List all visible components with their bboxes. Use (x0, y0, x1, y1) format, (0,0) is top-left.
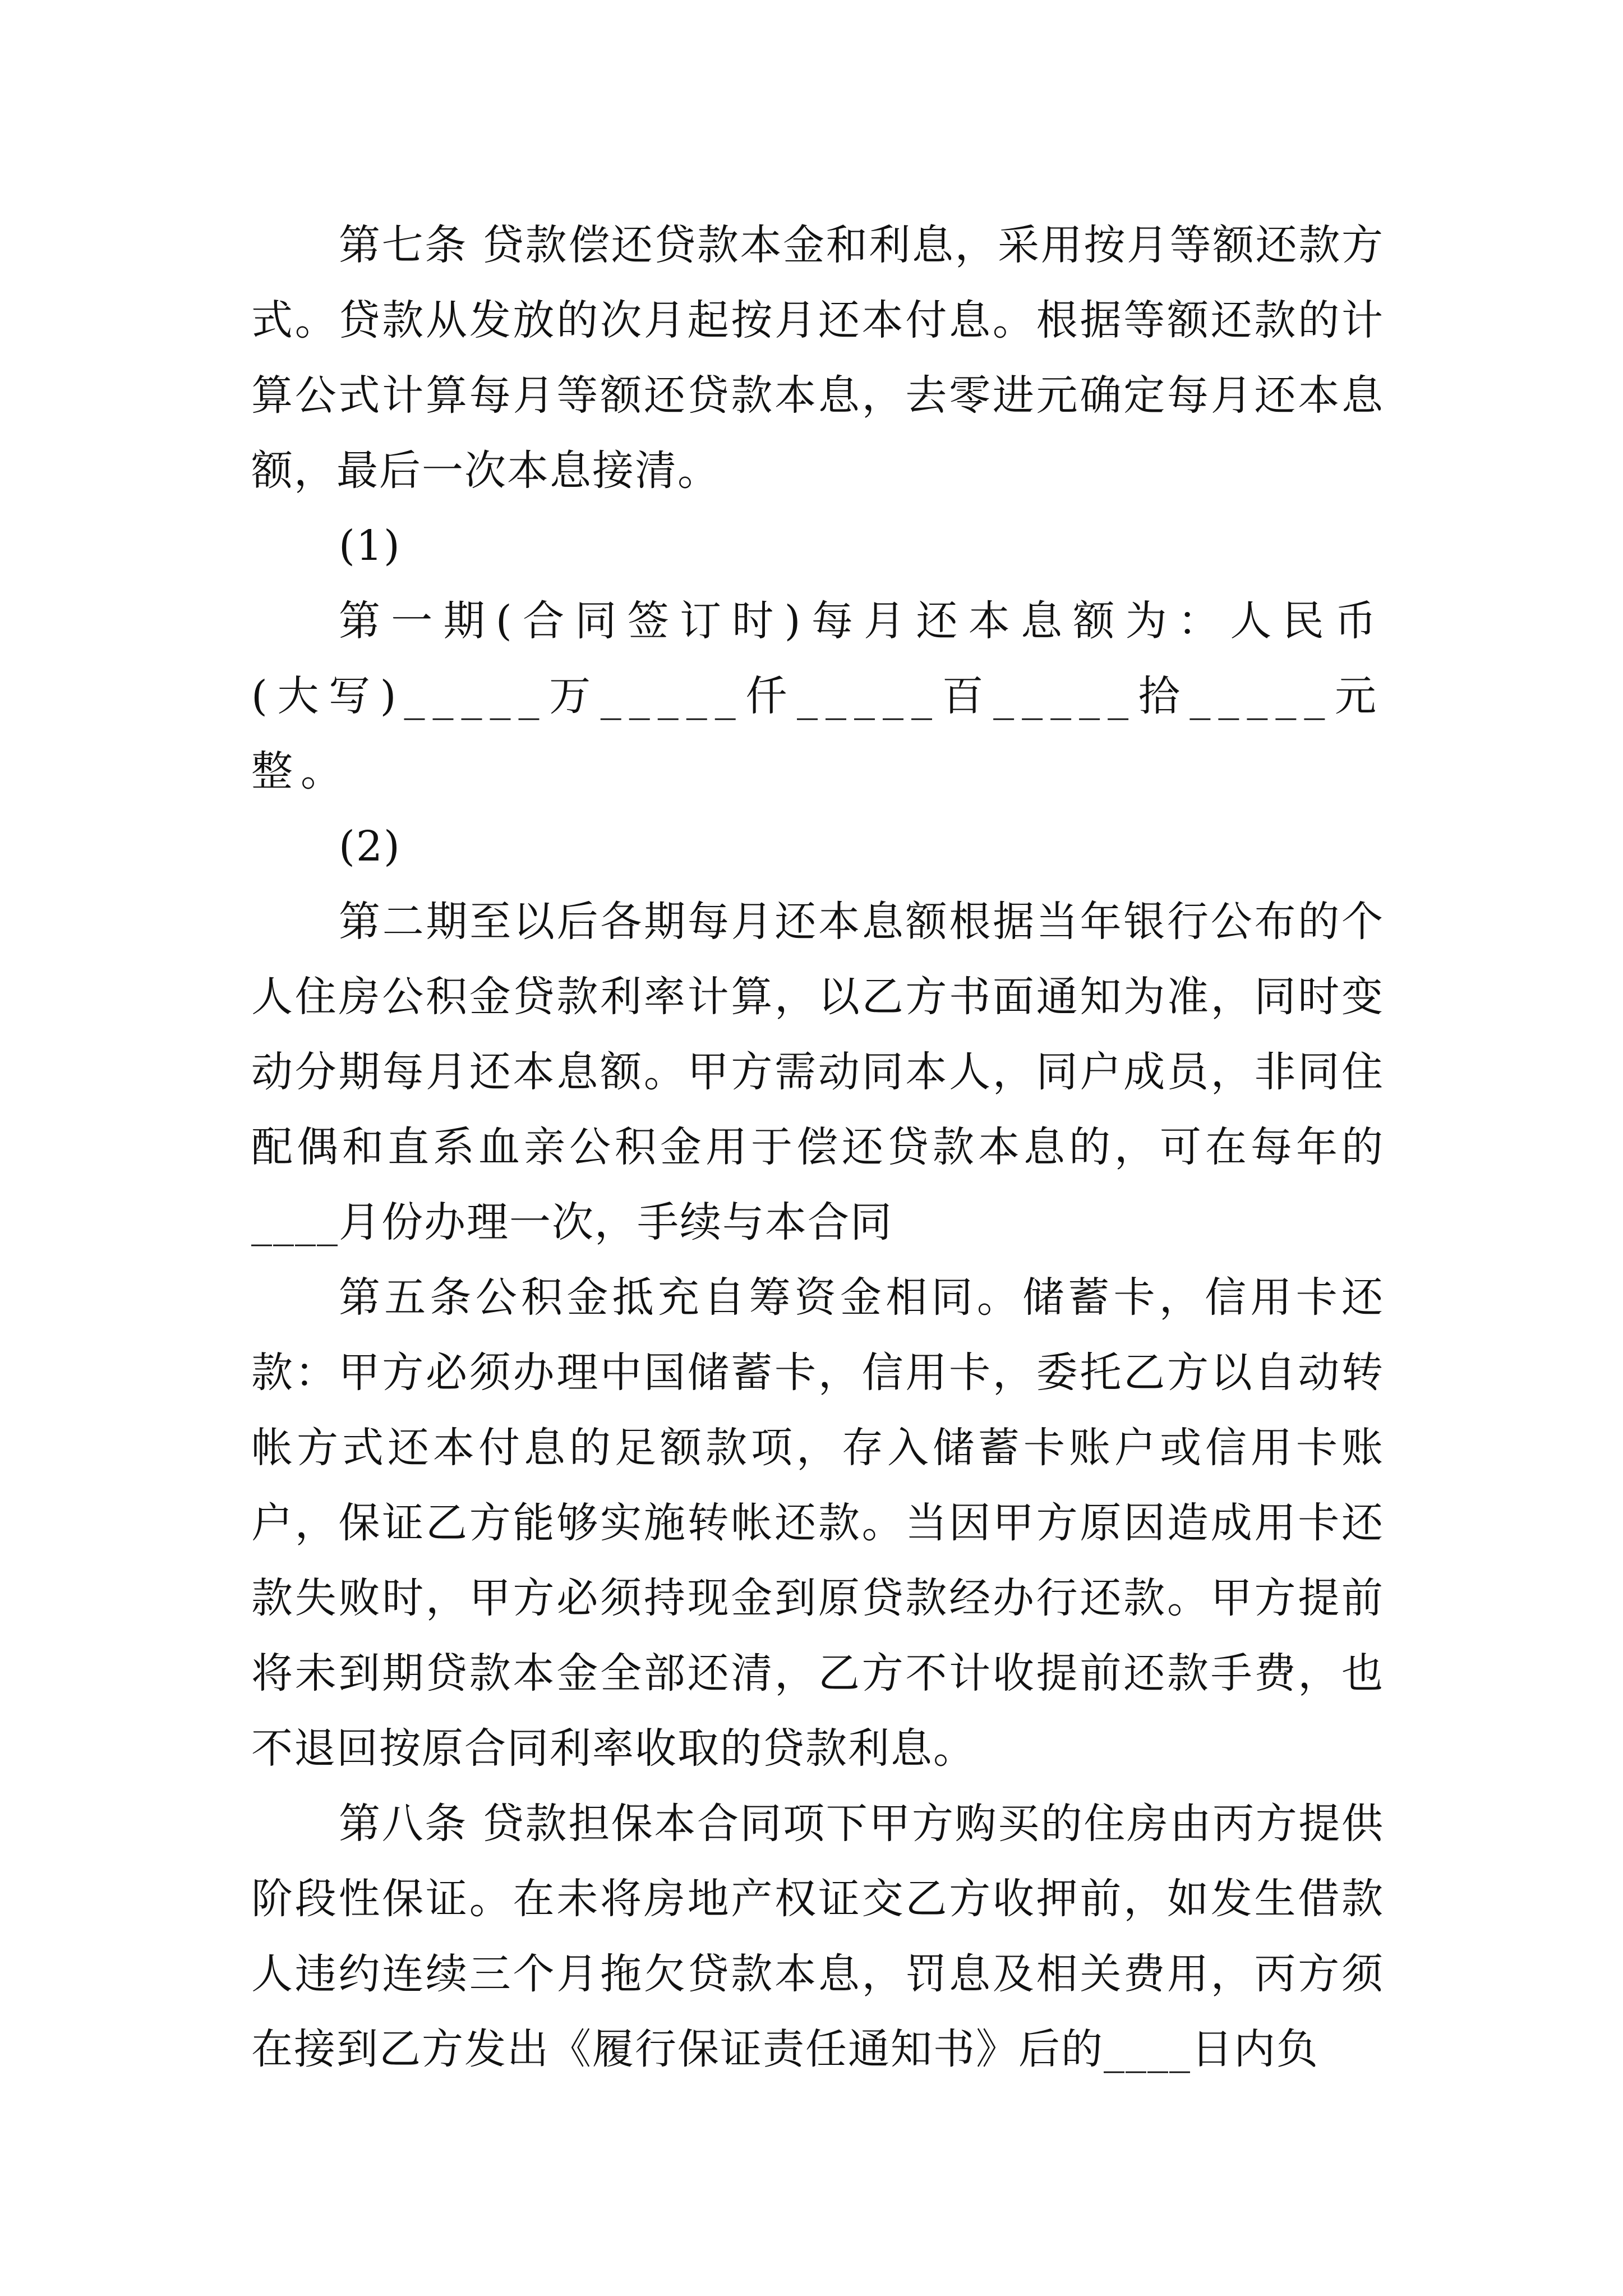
item-2-paragraph: 第二期至以后各期每月还本息额根据当年银行公布的个人住房公积金贷款利率计算，以乙方书面通知为准，同时变动分期每月还本息额。甲方需动同本人，同户成员，非同住配偶和直系血亲公积金用于偿还贷款本息的，可在每年的____月份办理一次，手续与本合同 (251, 898, 1384, 1246)
article-7-paragraph: 第七条 贷款偿还贷款本金和利息，采用按月等额还款方式。贷款从发放的次月起按月还本付息。根据等额还款的计算公式计算每月等额还贷款本息，去零进元确定每月还本息额，最后一次本息接清。 (251, 221, 1384, 495)
item-1-number: (1) (339, 522, 401, 570)
item-2-number: (2) (339, 822, 401, 871)
item-1-paragraph: 第一期(合同签订时)每月还本息额为：人民币(大写)_____万_____仟_____百_____拾_____元整。 (251, 597, 1384, 795)
article-8-paragraph: 第八条 贷款担保本合同项下甲方购买的住房由丙方提供阶段性保证。在未将房地产权证交乙方收押前，如发生借款人违约连续三个月拖欠贷款本息，罚息及相关费用，丙方须在接到乙方发出《履行保证责任通知书》后的____日内负 (251, 1800, 1384, 2073)
document-body (251, 208, 1384, 2087)
article-5-paragraph: 第五条公积金抵充自筹资金相同。储蓄卡，信用卡还款：甲方必须办理中国储蓄卡，信用卡，委托乙方以自动转帐方式还本付息的足额款项，存入储蓄卡账户或信用卡账户，保证乙方能够实施转帐还款。当因甲方原因造成用卡还款失败时，甲方必须持现金到原贷款经办行还款。甲方提前将未到期贷款本金全部还清，乙方不计收提前还款手费，也不退回按原合同利率收取的贷款利息。 (251, 1273, 1384, 1773)
